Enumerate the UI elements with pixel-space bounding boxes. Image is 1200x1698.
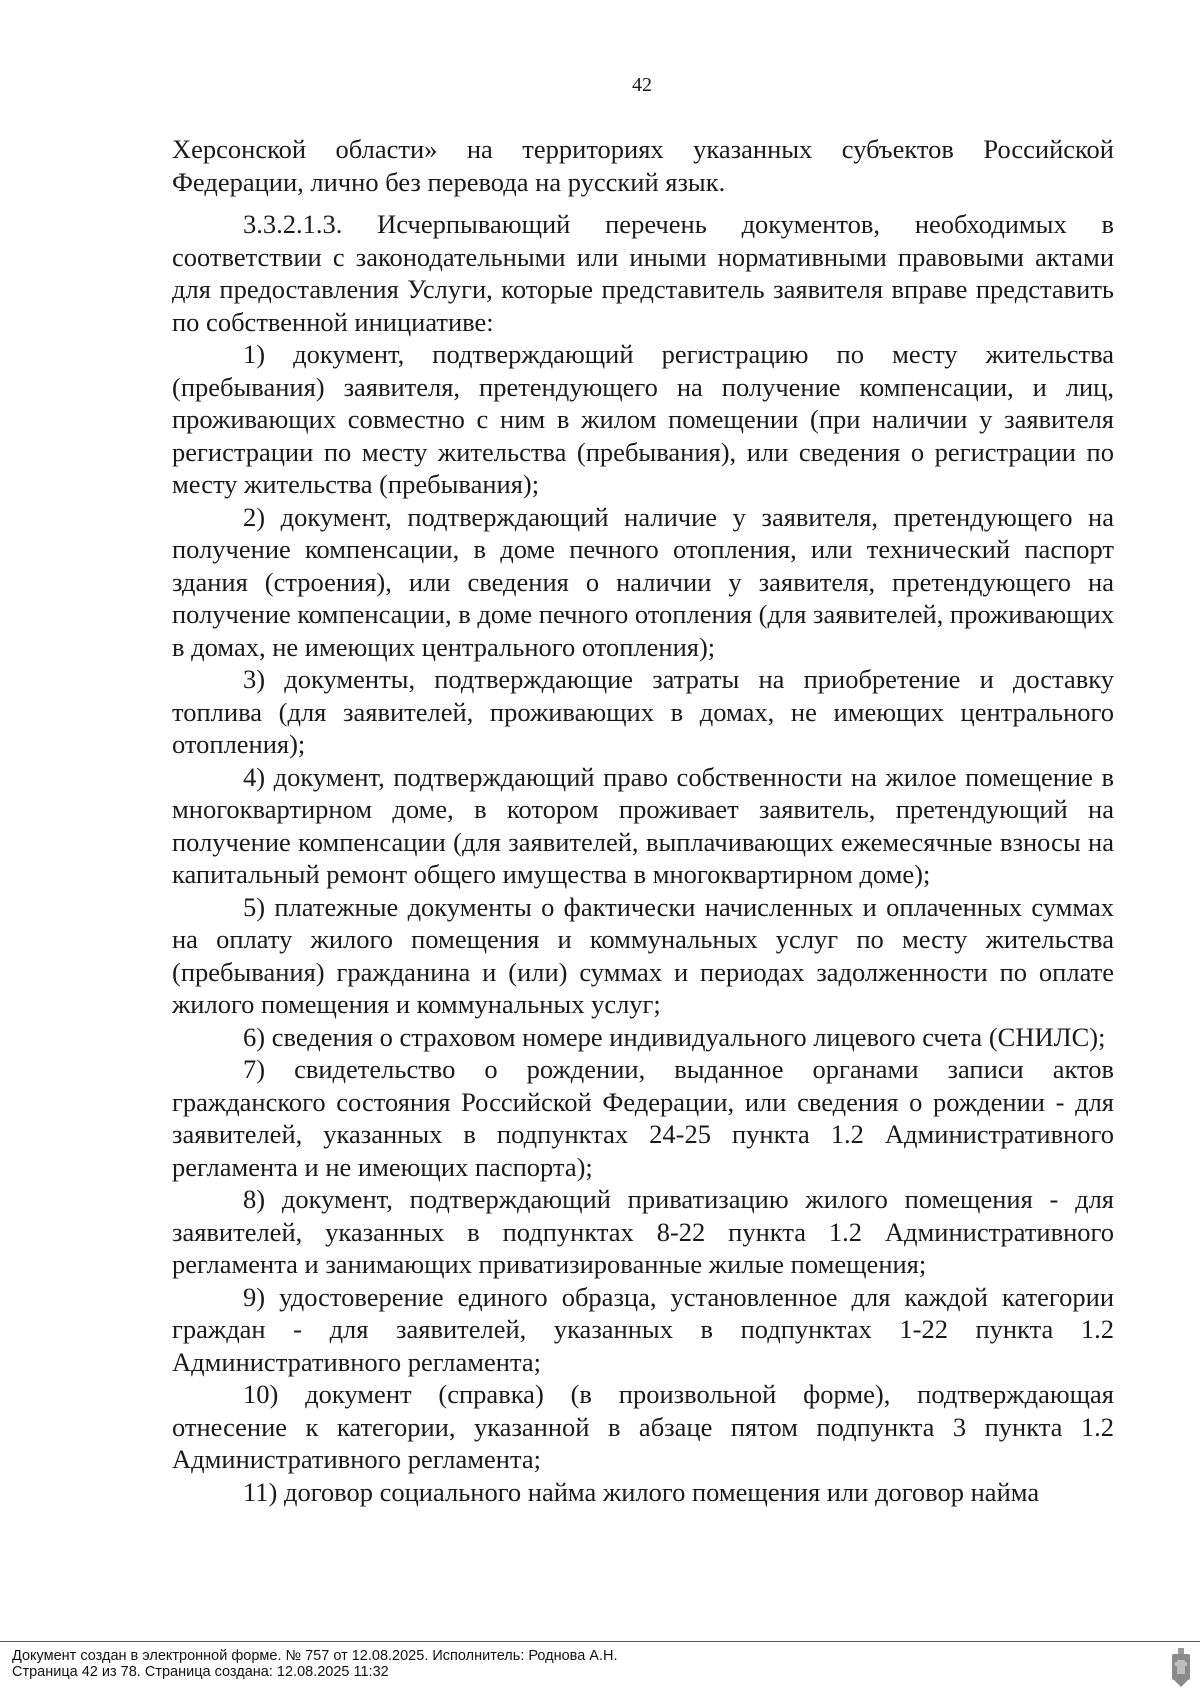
document-body [172, 133, 1114, 1508]
paragraph-section-3-3-2-1-3: 3.3.2.1.3. Исчерпывающий перечень документов, необходимых в соответствии с законодательными или иными нормативными правовыми актами для предоставления Услуги, которые представитель заявителя вправе представить по собственной инициативе: [172, 209, 1114, 337]
list-item-9: 9) удостоверение единого образца, установленное для каждой категории граждан - для заявителей, указанных в подпунктах 1-22 пункта 1.2 Административного регламента; [172, 1281, 1114, 1377]
page-number: 42 [632, 74, 652, 96]
list-item-4: 4) документ, подтверждающий право собственности на жилое помещение в многоквартирном доме, в котором проживает заявитель, претендующий на получение компенсации (для заявителей, выплачивающих ежемесячные взносы на капитальный ремонт общего имущества в многоквартирном доме); [172, 761, 1114, 889]
list-item-1: 1) документ, подтверждающий регистрацию по месту жительства (пребывания) заявителя, претендующего на получение компенсации, и лиц, проживающих совместно с ним в жилом помещении (при наличии у заявителя регистрации по месту жительства (пребывания), или сведения о регистрации по месту жительства (пребывания); [172, 339, 1114, 499]
list-item-8: 8) документ, подтверждающий приватизацию жилого помещения - для заявителей, указанных в подпунктах 8-22 пункта 1.2 Административного регламента и занимающих приватизированные жилые помещения; [172, 1184, 1114, 1279]
list-item-3: 3) документы, подтверждающие затраты на приобретение и доставку топлива (для заявителей, проживающих в домах, не имеющих центрального отопления); [172, 664, 1114, 759]
list-item-10: 10) документ (справка) (в произвольной форме), подтверждающая отнесение к категории, указанной в абзаце пятом подпункта 3 пункта 1.2 Административного регламента; [172, 1379, 1114, 1474]
list-item-11: 11) договор социального найма жилого помещения или договор найма [243, 1476, 1040, 1507]
paragraph-continuation: Херсонской области» на территориях указанных субъектов Российской Федерации, лично без перевода на русский язык. [172, 134, 1114, 197]
list-item-2: 2) документ, подтверждающий наличие у заявителя, претендующего на получение компенсации, в доме печного отопления, или технический паспорт здания (строения), или сведения о наличии у заявителя, претендующего на получение компенсации, в доме печного отопления (для заявителей, проживающих в домах, не имеющих центрального отопления); [172, 501, 1114, 662]
footer-divider [0, 1641, 1200, 1642]
list-item-6: 6) сведения о страховом номере индивидуального лицевого счета (СНИЛС); [243, 1021, 1106, 1052]
footer [12, 1648, 618, 1680]
coat-of-arms-icon [1170, 1648, 1192, 1688]
footer-line-page-info: Страница 42 из 78. Страница создана: 12.08.2025 11:32 [12, 1664, 389, 1680]
list-item-7: 7) свидетельство о рождении, выданное органами записи актов гражданского состояния Российской Федерации, или сведения о рождении - для заявителей, указанных в подпунктах 24-25 пункта 1.2 Административного регламента и не имеющих паспорта); [172, 1054, 1114, 1182]
footer-line-document-info: Документ создан в электронной форме. № 757 от 12.08.2025. Исполнитель: Роднова А.Н. [12, 1648, 618, 1664]
list-item-5: 5) платежные документы о фактически начисленных и оплаченных суммах на оплату жилого помещения и коммунальных услуг по месту жительства (пребывания) гражданина и (или) суммах и периодах задолженности по оплате жилого помещения и коммунальных услуг; [172, 891, 1114, 1019]
